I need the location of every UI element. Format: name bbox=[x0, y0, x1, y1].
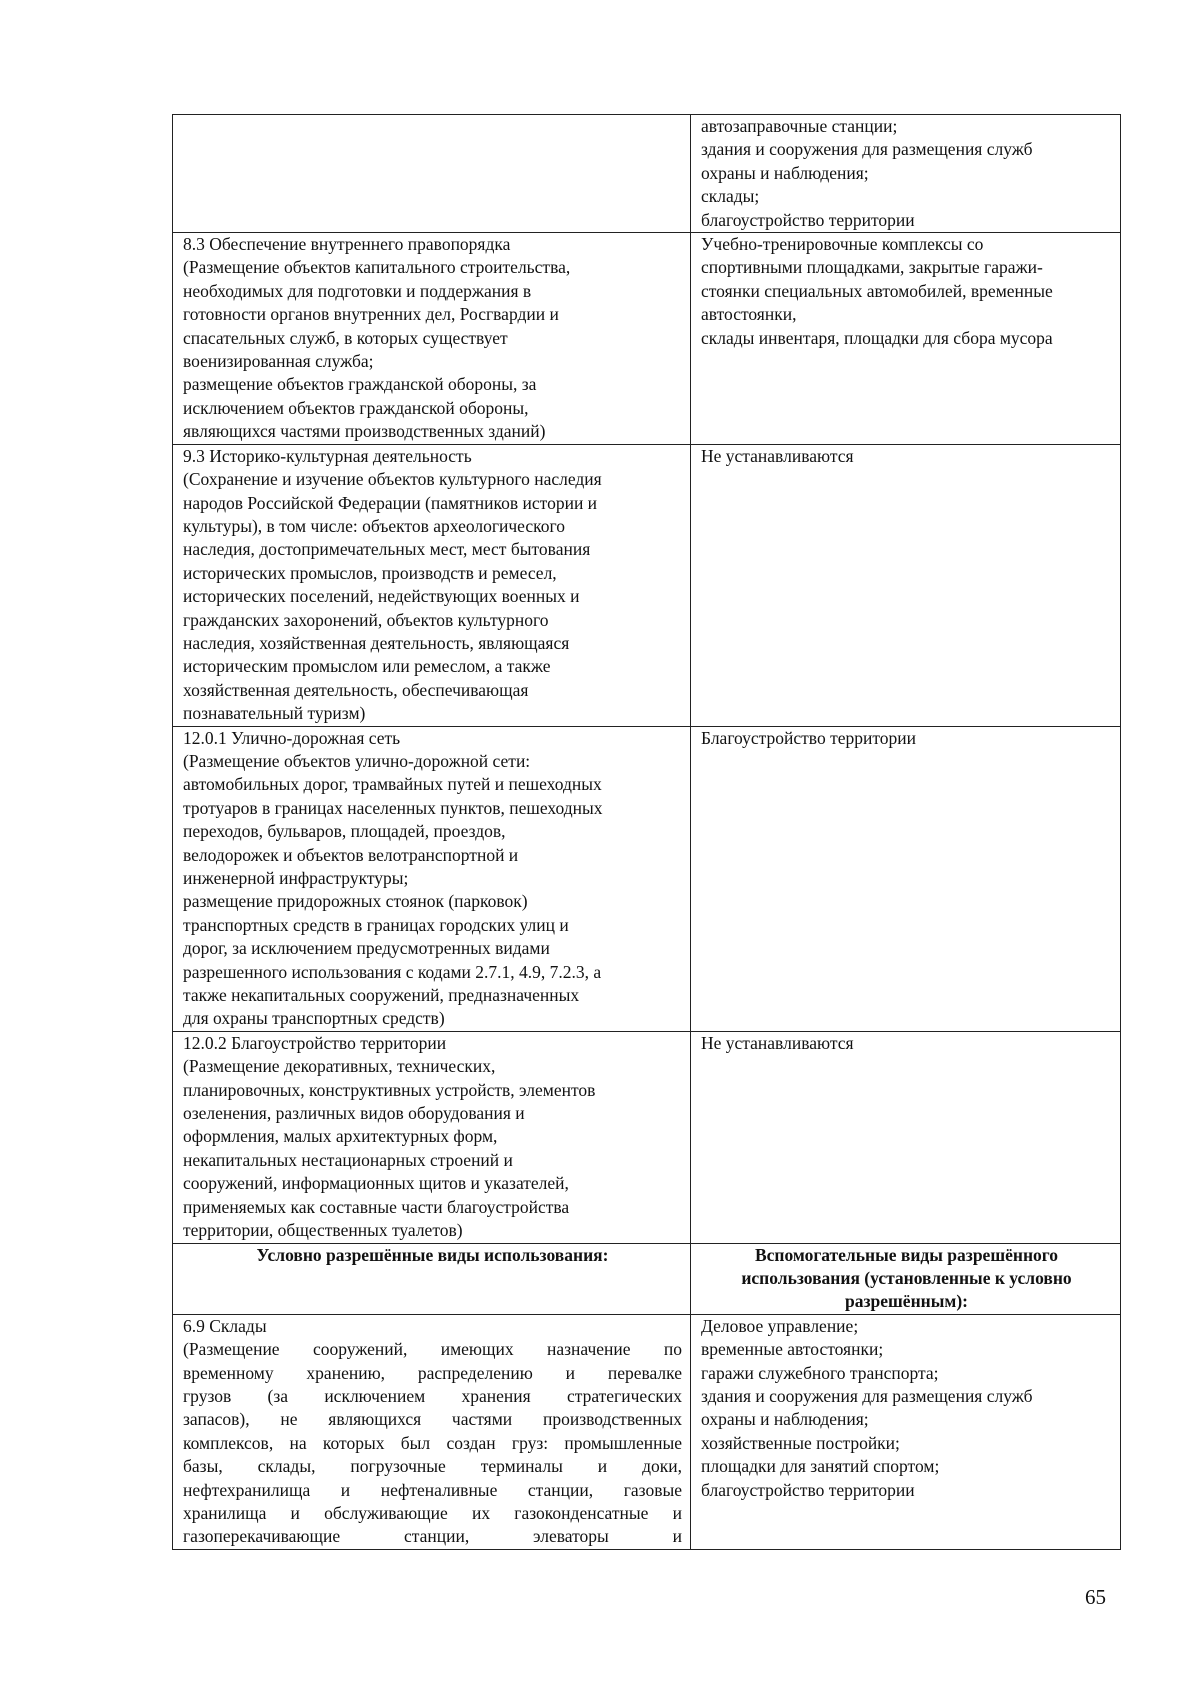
text-line: (Размещение декоративных, технических, bbox=[183, 1056, 496, 1077]
text-line: также некапитальных сооружений, предназначенных bbox=[183, 985, 580, 1006]
table-row bbox=[173, 1031, 1121, 1243]
text-line: исключением объектов гражданской обороны, bbox=[183, 397, 529, 418]
text-line: переходов, бульваров, площадей, проездов, bbox=[183, 821, 506, 842]
text-line: территории, общественных туалетов) bbox=[183, 1220, 463, 1241]
conditional-use-cell bbox=[173, 1314, 691, 1549]
text-line: разрешенного использования с кодами 2.7.1, 4.9, 7.2.3, а bbox=[183, 961, 602, 982]
text-line: склады инвентаря, площадки для сбора мусора bbox=[701, 327, 1053, 348]
text-line: оформления, малых архитектурных форм, bbox=[183, 1126, 498, 1147]
section-header-row bbox=[173, 1243, 1121, 1314]
text-line: временные автостоянки; bbox=[701, 1339, 884, 1360]
text-line: временному хранению, распределению и перевалке bbox=[183, 1362, 682, 1383]
text-line: дорог, за исключением предусмотренных видами bbox=[183, 938, 550, 959]
text-line: наследия, хозяйственная деятельность, являющаяся bbox=[183, 632, 570, 653]
auxiliary-use-cell bbox=[691, 1314, 1121, 1549]
text-line: Не устанавливаются bbox=[701, 1032, 854, 1053]
table-row bbox=[173, 726, 1121, 1031]
table-row bbox=[173, 233, 1121, 445]
heading-line: Вспомогательные виды разрешённого bbox=[754, 1244, 1059, 1265]
text-line: базы, склады, погрузочные терминалы и доки, bbox=[183, 1456, 682, 1477]
text-line: (Сохранение и изучение объектов культурного наследия bbox=[183, 469, 602, 490]
text-line: являющихся частями производственных зданий) bbox=[183, 421, 546, 442]
text-line: благоустройство территории bbox=[701, 1479, 915, 1500]
text-line: (Размещение объектов улично-дорожной сети: bbox=[183, 750, 531, 771]
text-line: познавательный туризм) bbox=[183, 703, 366, 724]
table-row bbox=[173, 115, 1121, 233]
heading-line: Условно разрешённые виды использования: bbox=[256, 1244, 609, 1265]
auxiliary-use-heading bbox=[691, 1243, 1121, 1314]
text-line: готовности органов внутренних дел, Росгвардии и bbox=[183, 304, 559, 325]
permitted-use-cell bbox=[173, 1031, 691, 1243]
text-line: запасов), не являющихся частями производственных bbox=[183, 1409, 682, 1430]
text-line: хранилища и обслуживающие их газоконденсатные и bbox=[183, 1502, 682, 1523]
text-line: здания и сооружения для размещения служб bbox=[701, 1385, 1033, 1406]
text-line: исторических промыслов, производств и ремесел, bbox=[183, 562, 557, 583]
auxiliary-use-cell bbox=[691, 726, 1121, 1031]
text-line: размещение придорожных стоянок (парковок) bbox=[183, 891, 528, 912]
text-line: размещение объектов гражданской обороны, за bbox=[183, 374, 537, 395]
text-line: народов Российской Федерации (памятников истории и bbox=[183, 492, 598, 513]
page-number: 65 bbox=[1085, 1585, 1106, 1609]
text-line: стоянки специальных автомобилей, временные bbox=[701, 280, 1053, 301]
text-line: историческим промыслом или ремеслом, а также bbox=[183, 656, 551, 677]
text-line: спасательных служб, в которых существует bbox=[183, 327, 508, 348]
text-line: здания и сооружения для размещения служб bbox=[701, 139, 1033, 160]
text-line: площадки для занятий спортом; bbox=[701, 1456, 940, 1477]
text-line: исторических поселений, недействующих военных и bbox=[183, 586, 580, 607]
text-line: инженерной инфраструктуры; bbox=[183, 868, 409, 888]
text-line: 12.0.1 Улично-дорожная сеть bbox=[183, 727, 401, 748]
text-line: транспортных средств в границах городских улиц и bbox=[183, 914, 569, 935]
permitted-use-cell bbox=[173, 115, 691, 233]
text-line: спортивными площадками, закрытые гаражи- bbox=[701, 257, 1043, 278]
text-line: планировочных, конструктивных устройств, элементов bbox=[183, 1079, 596, 1100]
text-line: 6.9 Склады bbox=[183, 1315, 267, 1336]
land-use-table bbox=[172, 114, 1121, 1550]
text-line: Не устанавливаются bbox=[701, 445, 854, 466]
text-line: автозаправочные станции; bbox=[701, 116, 898, 136]
text-line: тротуаров в границах населенных пунктов, пешеходных bbox=[183, 797, 603, 818]
text-line: автомобильных дорог, трамвайных путей и пешеходных bbox=[183, 774, 602, 795]
text-line: сооружений, информационных щитов и указателей, bbox=[183, 1173, 569, 1194]
text-line: применяемых как составные части благоустройства bbox=[183, 1196, 570, 1217]
text-line: 12.0.2 Благоустройство территории bbox=[183, 1032, 447, 1053]
text-line: гаражи служебного транспорта; bbox=[701, 1362, 939, 1383]
auxiliary-use-cell bbox=[691, 444, 1121, 726]
table-row bbox=[173, 1314, 1121, 1549]
conditional-use-heading bbox=[173, 1243, 691, 1314]
text-line: нефтехранилища и нефтеналивные станции, газовые bbox=[183, 1479, 682, 1500]
text-line: (Размещение объектов капитального строительства, bbox=[183, 257, 571, 278]
text-line: хозяйственные постройки; bbox=[701, 1432, 900, 1453]
text-line: Деловое управление; bbox=[701, 1315, 859, 1336]
permitted-use-cell bbox=[173, 444, 691, 726]
auxiliary-use-cell bbox=[691, 233, 1121, 445]
text-line: газоперекачивающие станции, элеваторы и bbox=[183, 1526, 682, 1547]
heading-line: разрешённым): bbox=[845, 1291, 968, 1312]
auxiliary-use-cell bbox=[691, 1031, 1121, 1243]
heading-line: использования (установленные к условно bbox=[741, 1267, 1072, 1288]
text-line: некапитальных нестационарных строений и bbox=[183, 1149, 513, 1170]
text-line: гражданских захоронений, объектов культурного bbox=[183, 609, 549, 630]
permitted-use-cell bbox=[173, 726, 691, 1031]
permitted-use-cell bbox=[173, 233, 691, 445]
text-line: Учебно-тренировочные комплексы со bbox=[701, 234, 984, 255]
text-line: охраны и наблюдения; bbox=[701, 1409, 869, 1430]
text-line: велодорожек и объектов велотранспортной и bbox=[183, 844, 519, 865]
text-line: 9.3 Историко-культурная деятельность bbox=[183, 445, 472, 466]
text-line: грузов (за исключением хранения стратегических bbox=[183, 1385, 682, 1406]
text-line: 8.3 Обеспечение внутреннего правопорядка bbox=[183, 234, 511, 255]
text-line: наследия, достопримечательных мест, мест бытования bbox=[183, 539, 591, 560]
text-line: (Размещение сооружений, имеющих назначение по bbox=[183, 1339, 682, 1360]
text-line: охраны и наблюдения; bbox=[701, 162, 869, 183]
text-line: военизированная служба; bbox=[183, 351, 374, 372]
text-line: необходимых для подготовки и поддержания в bbox=[183, 280, 532, 301]
text-line: культуры), в том числе: объектов археологического bbox=[183, 515, 566, 536]
text-line: автостоянки, bbox=[701, 304, 797, 325]
text-line: склады; bbox=[701, 186, 760, 207]
text-line: Благоустройство территории bbox=[701, 727, 916, 748]
auxiliary-use-cell bbox=[691, 115, 1121, 233]
text-line: благоустройство территории bbox=[701, 209, 915, 230]
text-line: для охраны транспортных средств) bbox=[183, 1008, 445, 1029]
text-line: комплексов, на которых был создан груз: промышленные bbox=[183, 1432, 682, 1453]
text-line: озеленения, различных видов оборудования и bbox=[183, 1103, 525, 1124]
text-line: хозяйственная деятельность, обеспечивающая bbox=[183, 679, 529, 700]
table-row bbox=[173, 444, 1121, 726]
